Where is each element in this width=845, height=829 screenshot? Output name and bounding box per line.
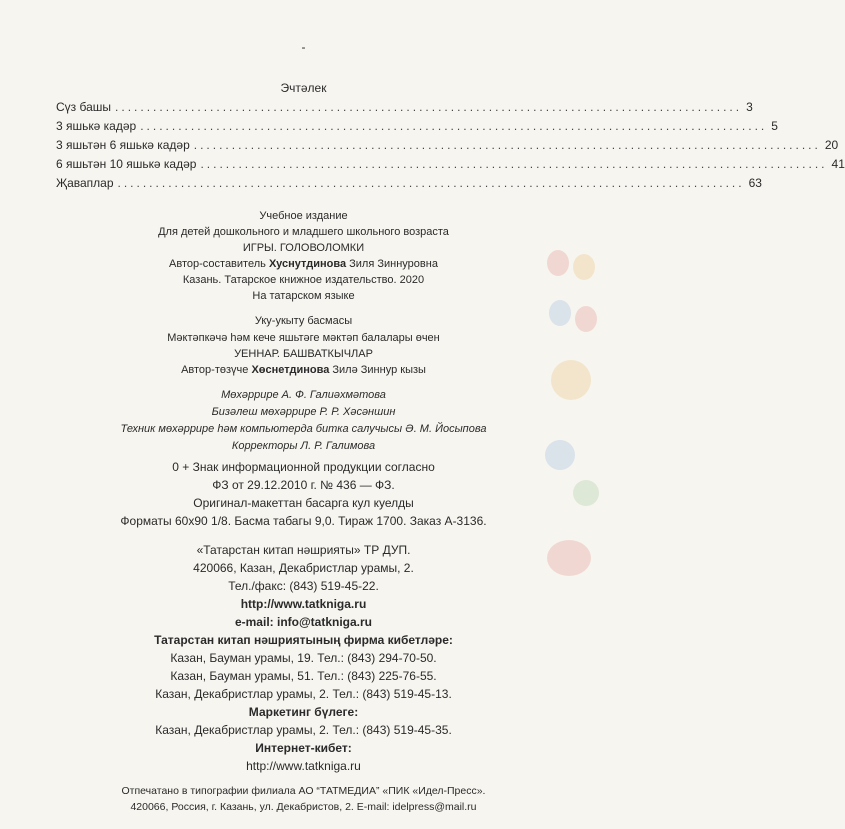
publisher-name: «Татарстан китап нәшрияты» ТР ДУП. [196, 543, 411, 557]
publisher-address: 420066, Казан, Декабристлар урамы, 2. [193, 561, 414, 575]
ru-audience: Для детей дошкольного и младшего школьного возраста [158, 226, 449, 238]
toc-item-label: 6 яшьтән 10 яшькә кадәр [56, 157, 197, 171]
ru-language: На татарском языке [252, 290, 355, 302]
credit-editor: Мөхәррире А. Ф. Галиәхмәтова [221, 389, 386, 401]
publisher-phone: Тел./факс: (843) 519-45-22. [228, 579, 379, 593]
tt-audience: Мәктәпкәчә һәм кече яшьтәге мәктәп балалары өчен [167, 332, 440, 344]
ru-author-prefix: Автор-составитель [169, 258, 266, 270]
credit-technical-editor: Техник мөхәррире һәм компьютерда битка салучысы Ә. М. Йосыпова [120, 423, 487, 435]
ru-book-title: ИГРЫ. ГОЛОВОЛОМКИ [242, 242, 365, 254]
toc-item-label: Җаваплар [56, 176, 114, 190]
toc-leader: ................................................................................................... [200, 157, 828, 171]
store-address: Казан, Бауман урамы, 19. Тел.: (843) 294-70-50. [170, 651, 437, 665]
ru-publisher: Казань. Татарское книжное издательство. 2020 [182, 274, 425, 286]
publisher-website-link[interactable]: http://www.tatkniga.ru [240, 597, 367, 611]
approval-line: Оригинал-макеттан басарга кул куелды [193, 496, 414, 510]
toc-item[interactable] [56, 100, 753, 119]
publisher-email-link[interactable]: e-mail: info@tatkniga.ru [234, 615, 373, 629]
toc-leader: ................................................................................................... [117, 176, 745, 190]
printer-address: 420066, Россия, г. Казань, ул. Декабристов, 2. E-mail: idelpress@mail.ru [130, 801, 477, 813]
marketing-contact: Казан, Декабристлар урамы, 2. Тел.: (843) 519-45-35. [155, 723, 452, 737]
tt-edition-type: Уку-укыту басмасы [254, 315, 353, 327]
credit-proofreader: Корректоры Л. Р. Галимова [231, 440, 376, 452]
ru-author-surname: Хуснутдинова [268, 258, 347, 270]
toc-leader: ................................................................................................... [115, 100, 743, 114]
page-mark: - [301, 40, 306, 54]
toc-item-page: 41 [831, 157, 845, 171]
marketing-heading: Маркетинг бүлеге: [248, 705, 359, 719]
law-reference: ФЗ от 29.12.2010 г. № 436 — ФЗ. [212, 478, 395, 492]
tt-author-surname: Хөснетдинова [251, 364, 330, 376]
toc-item-label: Сүз башы [56, 100, 112, 114]
toc-item[interactable] [56, 138, 839, 157]
toc-item[interactable] [56, 176, 762, 195]
toc-item-page: 5 [771, 119, 778, 133]
tt-author-prefix: Автор-төзүче [181, 364, 249, 376]
toc-leader: ................................................................................................... [140, 119, 768, 133]
toc-item[interactable] [56, 119, 778, 138]
store-address: Казан, Декабристлар урамы, 2. Тел.: (843) 519-45-13. [155, 687, 452, 701]
ru-author-name: Зиля Зиннуровна [349, 258, 438, 270]
table-of-contents [56, 100, 845, 195]
online-store-heading: Интернет-кибет: [255, 741, 352, 755]
store-address: Казан, Бауман урамы, 51. Тел.: (843) 225-76-55. [170, 669, 437, 683]
toc-item-page: 63 [748, 176, 762, 190]
tt-author-name: Зилә Зиннур кызы [332, 364, 426, 376]
toc-title: Эчтәлек [280, 81, 327, 95]
toc-item-label: 3 яшьтән 6 яшькә кадәр [56, 138, 190, 152]
stores-heading: Татарстан китап нәшриятының фирма кибетләре: [154, 633, 453, 647]
age-rating-notice: 0 + Знак информационной продукции согласно [172, 460, 435, 474]
tt-author [0, 364, 607, 376]
toc-item-page: 3 [746, 100, 753, 114]
toc-item-label: 3 яшькә кадәр [56, 119, 137, 133]
ru-edition-type: Учебное издание [259, 210, 348, 222]
printer-info: Отпечатано в типографии филиала АО “ТАТМЕДИА” «ПИК «Идел-Пресс». [121, 785, 486, 797]
credit-art-editor: Бизәлеш мөхәррире Р. Р. Хәсәншин [211, 406, 396, 418]
format-info: Форматы 60х90 1/8. Басма табагы 9,0. Тираж 1700. Заказ А-3136. [120, 514, 487, 528]
toc-leader: ................................................................................................... [193, 138, 821, 152]
toc-item[interactable] [56, 157, 845, 176]
toc-item-page: 20 [824, 138, 839, 152]
tt-book-title: УЕННАР. БАШВАТКЫЧЛАР [234, 348, 373, 360]
online-store-link[interactable]: http://www.tatkniga.ru [246, 759, 361, 773]
ru-author [0, 258, 607, 270]
